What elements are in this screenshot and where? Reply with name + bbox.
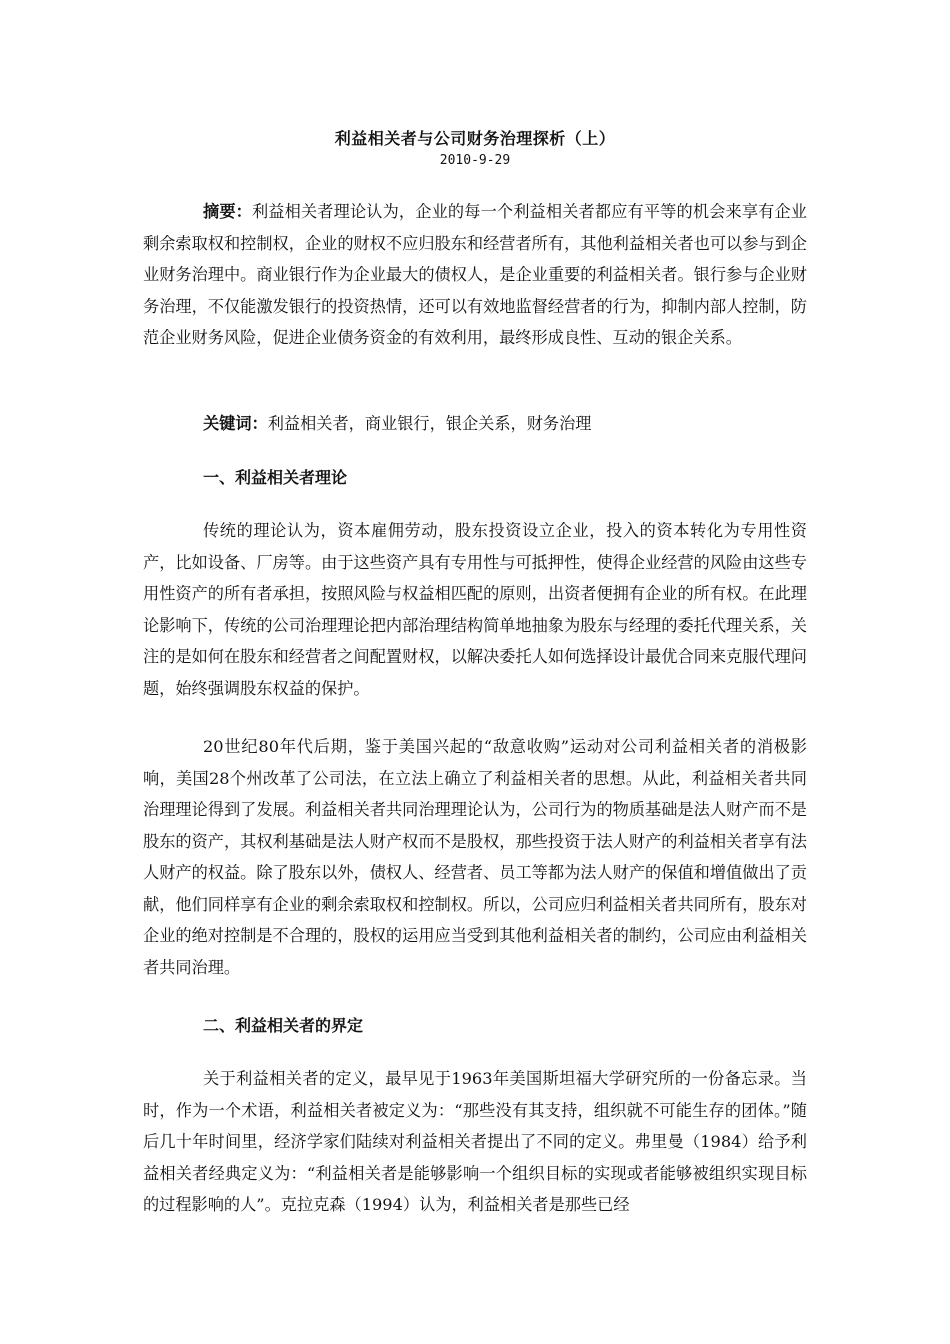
section-heading: 一、利益相关者理论	[203, 468, 348, 487]
body-paragraph: 关于利益相关者的定义，最早见于1963年美国斯坦福大学研究所的一份备忘录。当时，作为一个术语，利益相关者被定义为：“那些没有其支持，组织就不可能生存的团体。”随后几十年时间里，经济学家们陆续对利益相关者提出了不同的定义。弗里曼（1984）给予利益相关者经典定义为：“利益相关者是能够影响一个组织目标的实现或者能够被组织实现目标的过程影响的人”。克拉克森（1994）认为，利益相关者是那些已经	[143, 1069, 807, 1214]
abstract-paragraph	[143, 196, 807, 354]
document-date: 2010-9-29	[439, 153, 511, 168]
keywords-label: 关键词：	[203, 414, 268, 433]
abstract-label: 摘要：	[203, 202, 252, 221]
section-heading: 二、利益相关者的界定	[203, 1016, 364, 1035]
keywords-paragraph	[143, 408, 807, 440]
body-paragraph: 20世纪80年代后期，鉴于美国兴起的“敌意收购”运动对公司利益相关者的消极影响，美国28个州改革了公司法，在立法上确立了利益相关者的思想。从此，利益相关者共同治理理论得到了发展。利益相关者共同治理理论认为，公司行为的物质基础是法人财产而不是股东的资产，其权利基础是法人财产权而不是股权，那些投资于法人财产的利益相关者享有法人财产的权益。除了股东以外，债权人、经营者、员工等都为法人财产的保值和增值做出了贡献，他们同样享有企业的剩余索取权和控制权。所以，公司应归利益相关者共同所有，股东对企业的绝对控制是不合理的，股权的运用应当受到其他利益相关者的制约，公司应由利益相关者共同治理。	[143, 737, 807, 977]
keywords-text: 利益相关者，商业银行，银企关系，财务治理	[267, 414, 592, 433]
body-paragraph: 传统的理论认为，资本雇佣劳动，股东投资设立企业，投入的资本转化为专用性资产，比如设备、厂房等。由于这些资产具有专用性与可抵押性，使得企业经营的风险由这些专用性资产的所有者承担，按照风险与权益相匹配的原则，出资者便拥有企业的所有权。在此理论影响下，传统的公司治理理论把内部治理结构简单地抽象为股东与经理的委托代理关系，关注的是如何在股东和经营者之间配置财权，以解决委托人如何选择设计最优合同来克服代理问题，始终强调股东权益的保护。	[143, 521, 807, 698]
abstract-text: 利益相关者理论认为，企业的每一个利益相关者都应有平等的机会来享有企业剩余索取权和控制权，企业的财权不应归股东和经营者所有，其他利益相关者也可以参与到企业财务治理中。商业银行作为企业最大的债权人，是企业重要的利益相关者。银行参与企业财务治理，不仅能激发银行的投资热情，还可以有效地监督经营者的行为，抑制内部人控制，防范企业财务风险，促进企业债务资金的有效利用，最终形成良性、互动的银企关系。	[143, 202, 807, 347]
document-title: 利益相关者与公司财务治理探析（上）	[334, 129, 616, 148]
